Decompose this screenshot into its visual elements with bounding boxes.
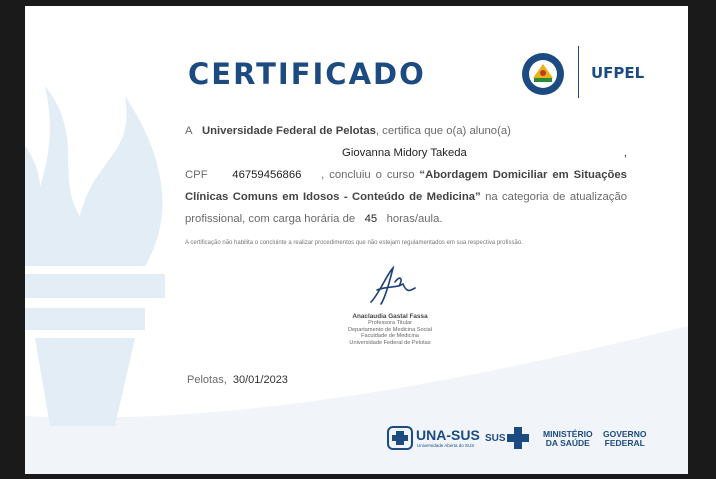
- certificate-page: [25, 6, 688, 474]
- intro-line: A Universidade Federal de Pelotas, certifica que o(a) aluno(a): [185, 125, 511, 137]
- student-name: Giovanna Midory Takeda: [342, 147, 467, 159]
- signer-university: Universidade Federal de Pelotas: [349, 339, 431, 346]
- signer-department: Departamento de Medicina Social: [348, 326, 432, 333]
- signer-block: [315, 314, 465, 346]
- university-name: Universidade Federal de Pelotas: [201, 125, 376, 137]
- logo-divider: [578, 46, 579, 98]
- place-label: Pelotas,: [187, 374, 227, 386]
- government-logo-text: GOVERNO FEDERAL: [603, 429, 647, 448]
- unasus-subtitle: Universidade Aberta do SUS: [417, 443, 475, 448]
- sus-logo-text: SUS: [485, 433, 506, 444]
- ministry-logo-text: MINISTÉRIO DA SAÚDE: [543, 429, 593, 448]
- signer-faculty: Faculdade de Medicina: [361, 333, 419, 340]
- hours-value: 45: [364, 213, 378, 225]
- signer-name: Anaclaudia Gastal Fassa: [352, 313, 428, 320]
- sus-cross-icon: [506, 426, 530, 450]
- course-name: “Abordagem Domiciliar em Situações Clínicas Comuns em Idosos - Conteúdo de Medicina”: [185, 169, 627, 203]
- unasus-logo-icon: [387, 426, 413, 450]
- signer-role: Professora Titular: [368, 320, 412, 327]
- cpf-label: CPF: [185, 169, 208, 181]
- torch-watermark-icon: [25, 6, 195, 474]
- place-date: [187, 374, 288, 386]
- cpf-value: 46759456866: [232, 169, 302, 181]
- unasus-logo-text: UNA-SUS: [416, 427, 480, 443]
- date-value: 30/01/2023: [232, 374, 288, 386]
- disclaimer-text: A certificação não habilita o concluinte a realizar procedimentos que não estejam regulamentados em sua respectiva profissão.: [185, 240, 523, 246]
- signature-icon: [367, 264, 419, 310]
- ufpel-logo-text: UFPEL: [591, 64, 645, 82]
- ufpel-seal-icon: [521, 52, 565, 96]
- certificate-title: CERTIFICADO: [188, 57, 426, 91]
- certificate-body: A Universidade Federal de Pelotas, certifica que o(a) aluno(a) Giovanna Midory Takeda , CPF 46759456866 , concluiu o curso “Abordagem Domiciliar em Situações Clínicas Comuns em Idosos - Conteúdo de Medicina” na categoria de atualização profissional, com carga horária de 45 horas/aula.: [185, 120, 627, 230]
- student-line: Giovanna Midory Takeda ,: [342, 147, 627, 159]
